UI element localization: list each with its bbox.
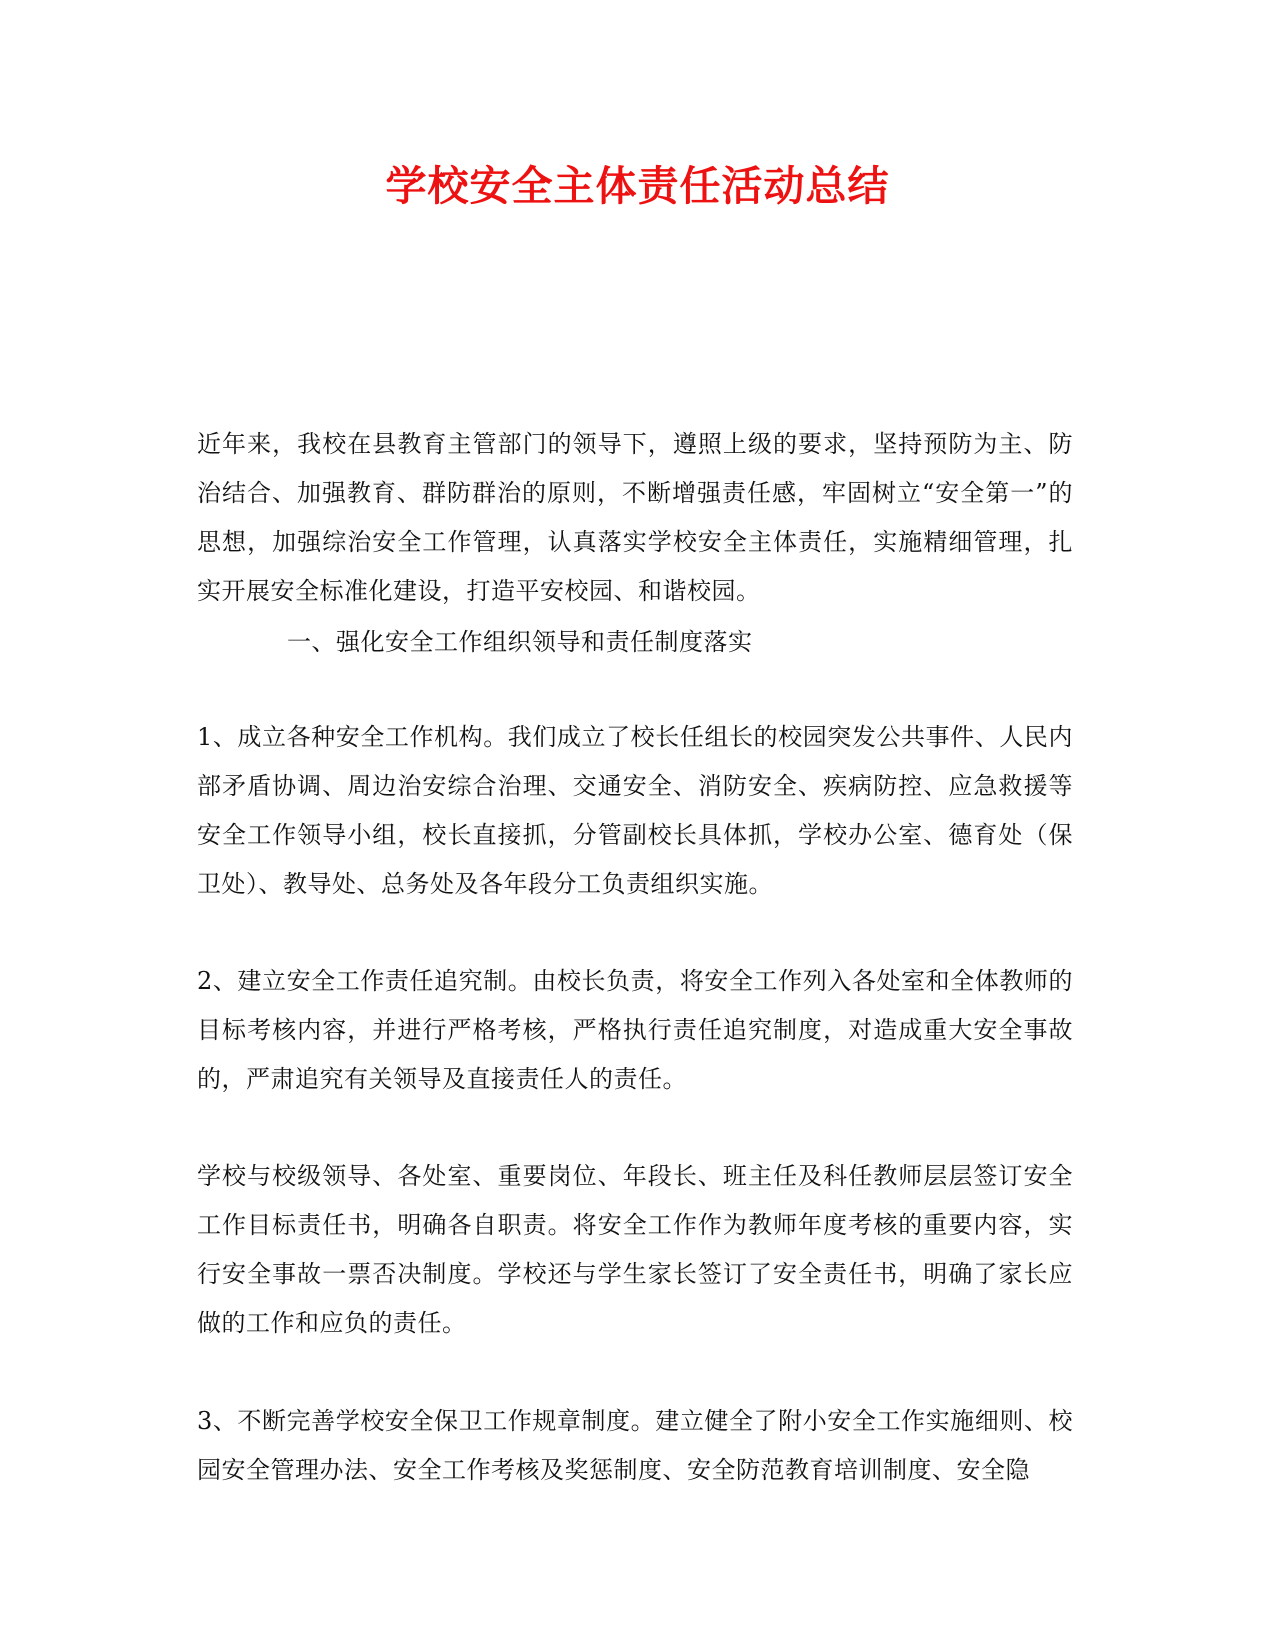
- item-2-paragraph: 2、建立安全工作责任追究制。由校长负责，将安全工作列入各处室和全体教师的目标考核内容，并进行严格考核，严格执行责任追究制度，对造成重大安全事故的，严肃追究有关领导及直接责任人的责任。: [197, 967, 1073, 1093]
- item-3-paragraph: 3、不断完善学校安全保卫工作规章制度。建立健全了附小安全工作实施细则、校园安全管理办法、安全工作考核及奖惩制度、安全防范教育培训制度、安全隐: [197, 1407, 1073, 1484]
- intro-paragraph: 近年来，我校在县教育主管部门的领导下，遵照上级的要求，坚持预防为主、防治结合、加强教育、群防群治的原则，不断增强责任感，牢固树立“安全第一”的思想，加强综治安全工作管理，认真落实学校安全主体责任，实施精细管理，扎实开展安全标准化建设，打造平安校园、和谐校园。: [197, 430, 1073, 605]
- section-heading: 一、强化安全工作组织领导和责任制度落实: [287, 628, 753, 656]
- item-1-paragraph: 1、成立各种安全工作机构。我们成立了校长任组长的校园突发公共事件、人民内部矛盾协调、周边治安综合治理、交通安全、消防安全、疾病防控、应急救援等安全工作领导小组，校长直接抓，分管副校长具体抓，学校办公室、德育处（保卫处）、教导处、总务处及各年段分工负责组织实施。: [197, 723, 1073, 898]
- document-title: 学校安全主体责任活动总结: [385, 162, 890, 210]
- item-2-continuation-paragraph: 学校与校级领导、各处室、重要岗位、年段长、班主任及科任教师层层签订安全工作目标责任书，明确各自职责。将安全工作作为教师年度考核的重要内容，实行安全事故一票否决制度。学校还与学生家长签订了安全责任书，明确了家长应做的工作和应负的责任。: [197, 1162, 1073, 1337]
